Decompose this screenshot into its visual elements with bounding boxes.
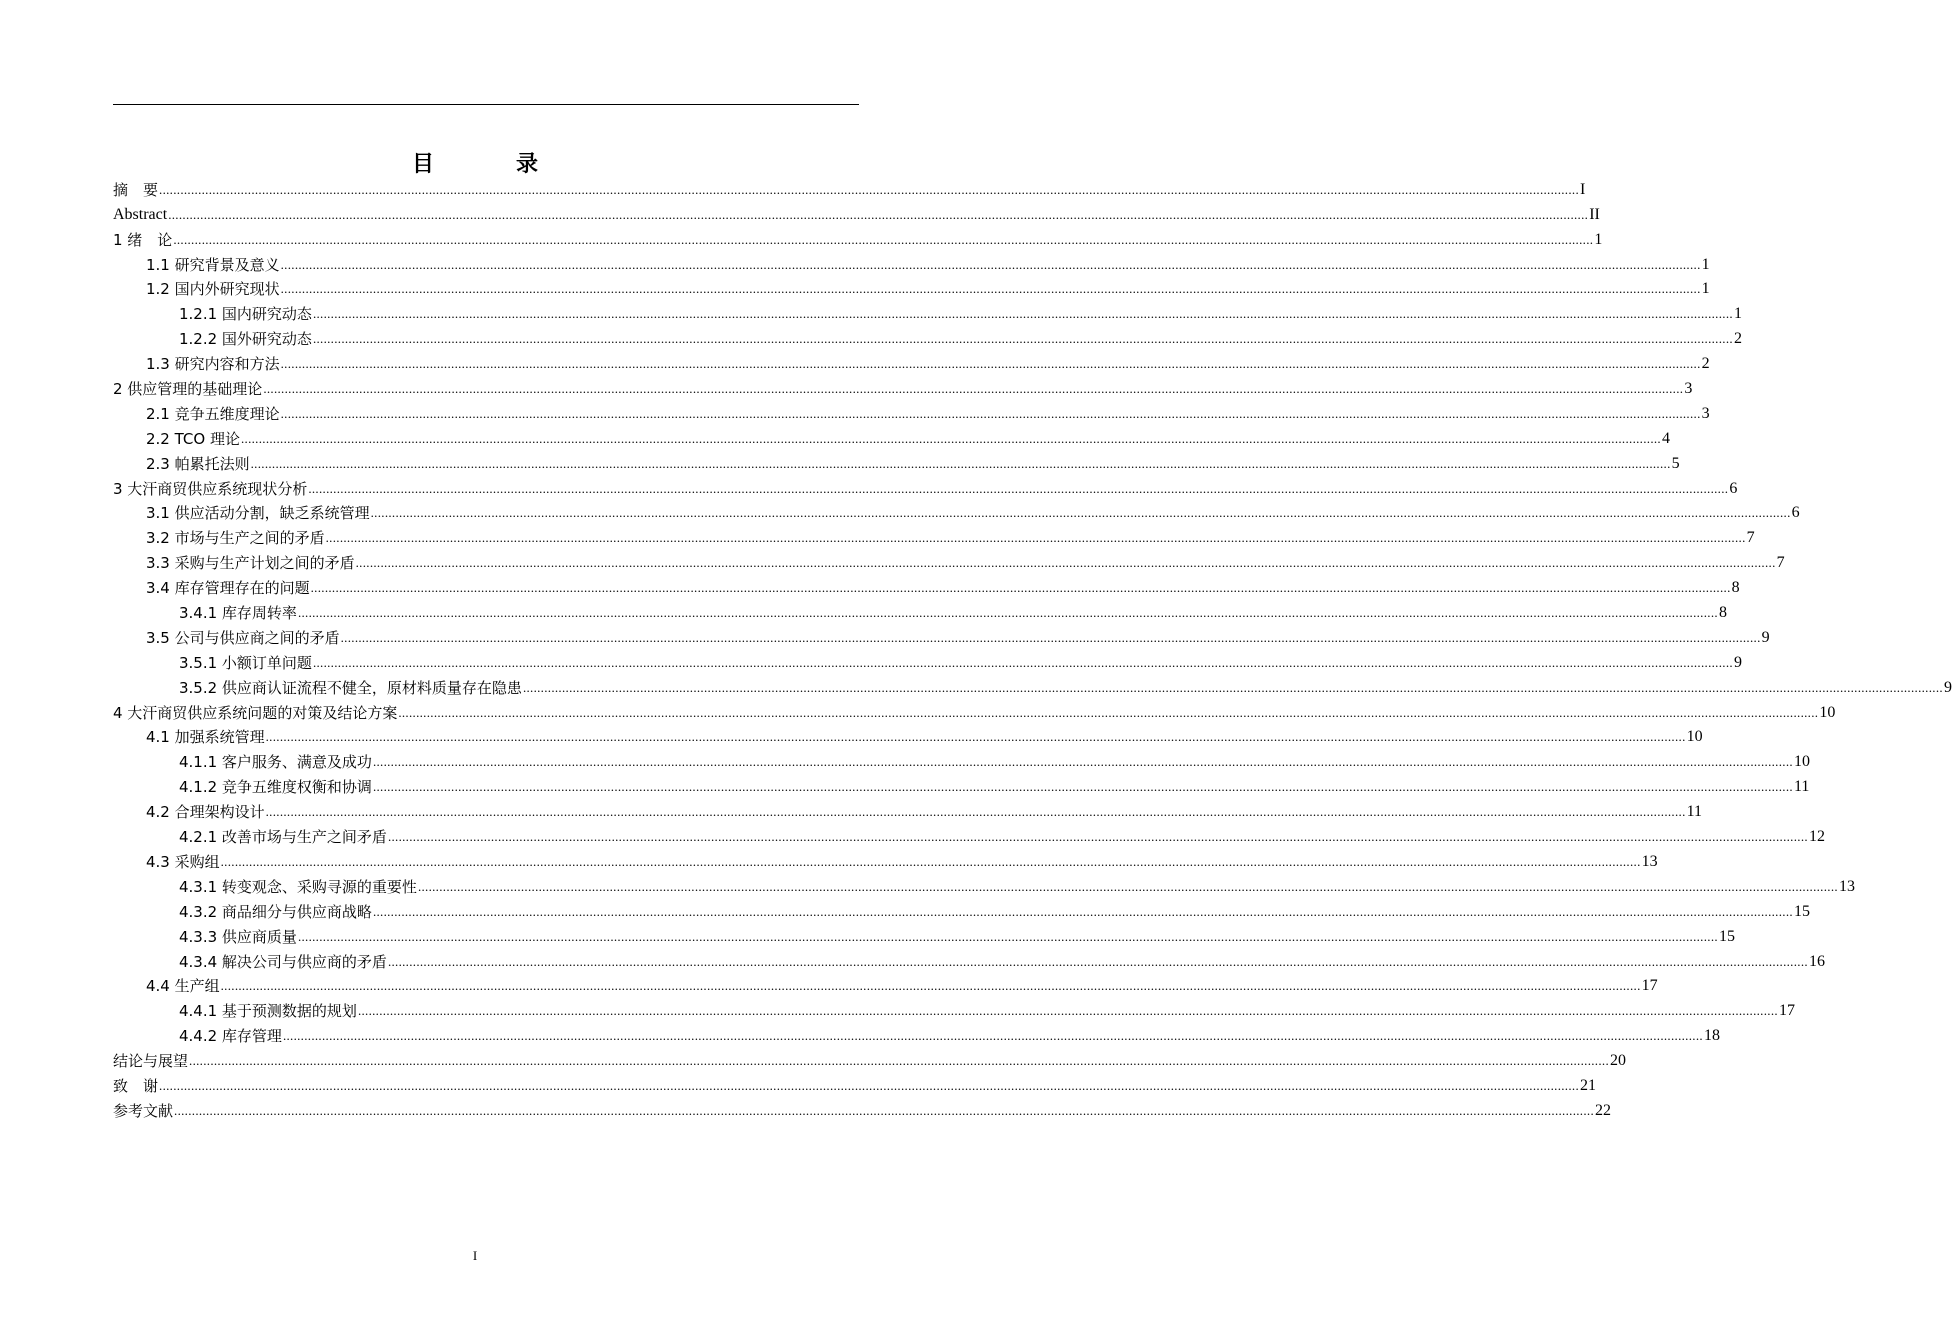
toc-leader-dots: ................................................................................................................................................................................................................................................................................................................................................................................................................	[370, 505, 1791, 521]
toc-leader-dots: ................................................................................................................................................................................................................................................................................................................................................................................................................	[398, 704, 1819, 720]
page-title: 目 录	[411, 152, 568, 177]
toc-entry[interactable]	[113, 796, 1703, 822]
toc-leader-dots: ................................................................................................................................................................................................................................................................................................................................................................................................................	[240, 430, 1661, 446]
toc-leader-dots: ................................................................................................................................................................................................................................................................................................................................................................................................................	[312, 306, 1733, 322]
toc-leader-dots: ................................................................................................................................................................................................................................................................................................................................................................................................................	[220, 978, 1641, 994]
toc-entry-label: 4.4 生产组	[146, 977, 220, 996]
toc-entry-label: 1.3 研究内容和方法	[146, 355, 280, 374]
toc-entry-page: 22	[1595, 1101, 1612, 1119]
toc-entry-page: 15	[1793, 902, 1810, 920]
toc-entry[interactable]	[113, 697, 1836, 722]
toc-entry-label: 2 供应管理的基础理论	[113, 380, 263, 399]
toc-leader-dots: ................................................................................................................................................................................................................................................................................................................................................................................................................	[372, 754, 1793, 770]
toc-entry-page: II	[1589, 205, 1600, 223]
toc-entry-label: 摘 要	[113, 180, 159, 199]
toc-leader-dots: ................................................................................................................................................................................................................................................................................................................................................................................................................	[297, 928, 1718, 944]
toc-entry-page: 5	[1671, 454, 1680, 472]
toc-entry-page: 7	[1746, 529, 1755, 547]
toc-entry[interactable]	[113, 1045, 1627, 1071]
toc-entry-label: 4.3.2 商品细分与供应商战略	[179, 902, 372, 921]
toc-entry[interactable]	[113, 348, 1710, 374]
toc-entry[interactable]	[113, 1070, 1597, 1095]
toc-entry-label: 1 绪 论	[113, 230, 173, 249]
toc-leader-dots: ................................................................................................................................................................................................................................................................................................................................................................................................................	[159, 181, 1580, 197]
toc-leader-dots: ................................................................................................................................................................................................................................................................................................................................................................................................................	[387, 829, 1808, 845]
toc-entry-label: 结论与展望	[113, 1052, 189, 1071]
toc-entry[interactable]	[113, 871, 1855, 896]
toc-leader-dots: ................................................................................................................................................................................................................................................................................................................................................................................................................	[357, 1003, 1778, 1019]
toc-leader-dots: ................................................................................................................................................................................................................................................................................................................................................................................................................	[159, 1077, 1580, 1093]
toc-leader-dots: ................................................................................................................................................................................................................................................................................................................................................................................................................	[280, 405, 1701, 421]
toc-entry-page: 10	[1819, 703, 1836, 721]
toc-entry-page: 9	[1943, 678, 1952, 696]
toc-entry-label: 3.2 市场与生产之间的矛盾	[146, 529, 325, 548]
toc-entry[interactable]	[113, 224, 1603, 249]
toc-entry[interactable]	[113, 473, 1738, 498]
toc-entry-label: 4.4.1 基于预测数据的规划	[179, 1002, 357, 1021]
toc-entry[interactable]	[113, 622, 1770, 647]
toc-leader-dots: ................................................................................................................................................................................................................................................................................................................................................................................................................	[355, 555, 1776, 571]
toc-entry-label: 4.4.2 库存管理	[179, 1027, 282, 1046]
toc-leader-dots: ................................................................................................................................................................................................................................................................................................................................................................................................................	[220, 853, 1641, 869]
toc-entry[interactable]	[113, 274, 1710, 299]
toc-entry-page: 21	[1580, 1076, 1597, 1094]
toc-entry[interactable]	[113, 672, 1952, 697]
toc-entry-page: 11	[1793, 778, 1810, 796]
toc-entry-page: 9	[1761, 628, 1770, 646]
toc-entry-label: 3.5 公司与供应商之间的矛盾	[146, 628, 340, 647]
toc-entry-page: 8	[1731, 579, 1740, 597]
toc-entry-page: 13	[1641, 852, 1658, 870]
toc-entry-page: 1	[1733, 305, 1742, 323]
toc-entry[interactable]	[113, 398, 1710, 423]
table-of-contents	[113, 174, 1952, 1120]
toc-entry-page: 1	[1701, 255, 1710, 273]
toc-entry[interactable]	[113, 323, 1742, 349]
toc-entry-page: 3	[1684, 380, 1693, 398]
toc-leader-dots: ................................................................................................................................................................................................................................................................................................................................................................................................................	[250, 455, 1671, 471]
toc-leader-dots: ................................................................................................................................................................................................................................................................................................................................................................................................................	[173, 231, 1594, 247]
toc-entry[interactable]	[113, 199, 1600, 224]
toc-entry-label: 2.1 竞争五维度理论	[146, 404, 280, 423]
toc-entry-page: 17	[1641, 977, 1658, 995]
toc-entry[interactable]	[113, 771, 1810, 797]
toc-entry-page: I	[1580, 180, 1586, 198]
toc-leader-dots: ................................................................................................................................................................................................................................................................................................................................................................................................................	[174, 1102, 1595, 1118]
toc-entry[interactable]	[113, 722, 1703, 747]
toc-entry[interactable]	[113, 423, 1670, 448]
toc-entry-page: 10	[1793, 753, 1810, 771]
toc-entry[interactable]	[113, 547, 1785, 573]
toc-entry-label: 3.3 采购与生产计划之间的矛盾	[146, 554, 355, 573]
toc-entry-label: 3 大汗商贸供应系统现状分析	[113, 479, 308, 498]
toc-entry-label: 2.2 TCO 理论	[146, 429, 240, 448]
toc-entry-label: 1.2.2 国外研究动态	[179, 330, 312, 349]
toc-entry-label: 2.3 帕累托法则	[146, 454, 250, 473]
toc-leader-dots: ................................................................................................................................................................................................................................................................................................................................................................................................................	[340, 629, 1761, 645]
toc-leader-dots: ................................................................................................................................................................................................................................................................................................................................................................................................................	[263, 381, 1684, 397]
toc-leader-dots: ................................................................................................................................................................................................................................................................................................................................................................................................................	[282, 1028, 1703, 1044]
toc-leader-dots: ................................................................................................................................................................................................................................................................................................................................................................................................................	[280, 281, 1701, 297]
toc-entry-label: Abstract	[113, 205, 168, 223]
toc-entry-label: 4.2.1 改善市场与生产之间矛盾	[179, 828, 387, 847]
toc-entry-label: 3.4.1 库存周转率	[179, 604, 297, 623]
toc-entry-page: 9	[1733, 653, 1742, 671]
toc-entry[interactable]	[113, 946, 1825, 971]
toc-entry-page: 15	[1718, 927, 1735, 945]
toc-entry-page: 4	[1661, 429, 1670, 447]
toc-leader-dots: ................................................................................................................................................................................................................................................................................................................................................................................................................	[310, 580, 1731, 596]
toc-leader-dots: ................................................................................................................................................................................................................................................................................................................................................................................................................	[312, 654, 1733, 670]
toc-entry-page: 17	[1778, 1002, 1795, 1020]
toc-entry[interactable]	[113, 995, 1795, 1021]
toc-leader-dots: ................................................................................................................................................................................................................................................................................................................................................................................................................	[372, 779, 1793, 795]
toc-entry-page: 8	[1718, 604, 1727, 622]
toc-entry[interactable]	[113, 821, 1825, 847]
toc-entry[interactable]	[113, 174, 1586, 199]
toc-entry[interactable]	[113, 1020, 1720, 1046]
toc-entry-page: 12	[1808, 828, 1825, 846]
page-number: I	[472, 1248, 478, 1263]
toc-entry-page: 7	[1776, 554, 1785, 572]
toc-entry[interactable]	[113, 971, 1658, 996]
toc-entry-page: 11	[1686, 803, 1703, 821]
toc-entry-label: 4.3 采购组	[146, 852, 220, 871]
toc-entry[interactable]	[113, 896, 1810, 921]
toc-entry-page: 20	[1610, 1052, 1627, 1070]
toc-leader-dots: ................................................................................................................................................................................................................................................................................................................................................................................................................	[522, 679, 1943, 695]
toc-leader-dots: ................................................................................................................................................................................................................................................................................................................................................................................................................	[280, 356, 1701, 372]
toc-entry-label: 致 谢	[113, 1076, 159, 1095]
toc-entry-page: 2	[1733, 330, 1742, 348]
toc-entry-label: 4.3.3 供应商质量	[179, 927, 297, 946]
toc-entry[interactable]	[113, 522, 1755, 548]
toc-entry-page: 1	[1594, 230, 1603, 248]
toc-entry-page: 6	[1729, 479, 1738, 497]
toc-entry[interactable]	[113, 572, 1740, 598]
toc-leader-dots: ................................................................................................................................................................................................................................................................................................................................................................................................................	[312, 331, 1733, 347]
toc-entry[interactable]	[113, 249, 1710, 274]
toc-entry[interactable]	[113, 373, 1693, 399]
toc-entry-label: 1.2.1 国内研究动态	[179, 305, 312, 324]
toc-entry[interactable]	[113, 921, 1735, 946]
toc-entry-label: 1.1 研究背景及意义	[146, 255, 280, 274]
toc-leader-dots: ................................................................................................................................................................................................................................................................................................................................................................................................................	[280, 256, 1701, 272]
toc-entry-page: 16	[1808, 952, 1825, 970]
toc-entry-label: 4.1 加强系统管理	[146, 728, 265, 747]
toc-entry-label: 4.2 合理架构设计	[146, 803, 265, 822]
toc-leader-dots: ................................................................................................................................................................................................................................................................................................................................................................................................................	[265, 804, 1686, 820]
toc-entry-page: 18	[1703, 1027, 1720, 1045]
toc-entry-page: 6	[1791, 504, 1800, 522]
toc-entry-label: 4.3.1 转变观念、采购寻源的重要性	[179, 877, 417, 896]
toc-entry-label: 3.4 库存管理存在的问题	[146, 579, 310, 598]
toc-entry-label: 参考文献	[113, 1101, 174, 1120]
toc-entry-label: 4 大汗商贸供应系统问题的对策及结论方案	[113, 703, 398, 722]
toc-leader-dots: ................................................................................................................................................................................................................................................................................................................................................................................................................	[372, 903, 1793, 919]
toc-leader-dots: ................................................................................................................................................................................................................................................................................................................................................................................................................	[297, 605, 1718, 621]
toc-entry[interactable]	[113, 498, 1800, 523]
toc-entry-label: 1.2 国内外研究现状	[146, 280, 280, 299]
toc-entry-page: 2	[1701, 355, 1710, 373]
toc-leader-dots: ................................................................................................................................................................................................................................................................................................................................................................................................................	[387, 953, 1808, 969]
toc-entry-label: 3.1 供应活动分割，缺乏系统管理	[146, 504, 370, 523]
header-rule	[113, 104, 859, 105]
toc-entry-page: 13	[1838, 877, 1855, 895]
toc-entry-label: 4.1.2 竞争五维度权衡和协调	[179, 778, 372, 797]
toc-entry-label: 4.1.1 客户服务、满意及成功	[179, 753, 372, 772]
toc-entry-page: 10	[1686, 728, 1703, 746]
toc-entry[interactable]	[113, 746, 1810, 772]
toc-entry[interactable]	[113, 846, 1658, 871]
toc-leader-dots: ................................................................................................................................................................................................................................................................................................................................................................................................................	[265, 729, 1686, 745]
toc-entry-label: 3.5.2 供应商认证流程不健全，原材料质量存在隐患	[179, 678, 522, 697]
toc-leader-dots: ................................................................................................................................................................................................................................................................................................................................................................................................................	[168, 206, 1589, 222]
toc-entry-page: 3	[1701, 404, 1710, 422]
toc-entry-label: 3.5.1 小额订单问题	[179, 653, 312, 672]
toc-leader-dots: ................................................................................................................................................................................................................................................................................................................................................................................................................	[308, 480, 1729, 496]
toc-leader-dots: ................................................................................................................................................................................................................................................................................................................................................................................................................	[417, 878, 1838, 894]
toc-entry-label: 4.3.4 解决公司与供应商的矛盾	[179, 952, 387, 971]
toc-entry[interactable]	[113, 647, 1742, 672]
toc-entry[interactable]	[113, 448, 1680, 473]
toc-entry[interactable]	[113, 597, 1727, 623]
toc-entry[interactable]	[113, 1095, 1612, 1120]
toc-entry[interactable]	[113, 298, 1742, 324]
toc-leader-dots: ................................................................................................................................................................................................................................................................................................................................................................................................................	[189, 1053, 1610, 1069]
toc-entry-page: 1	[1701, 280, 1710, 298]
toc-leader-dots: ................................................................................................................................................................................................................................................................................................................................................................................................................	[325, 530, 1746, 546]
